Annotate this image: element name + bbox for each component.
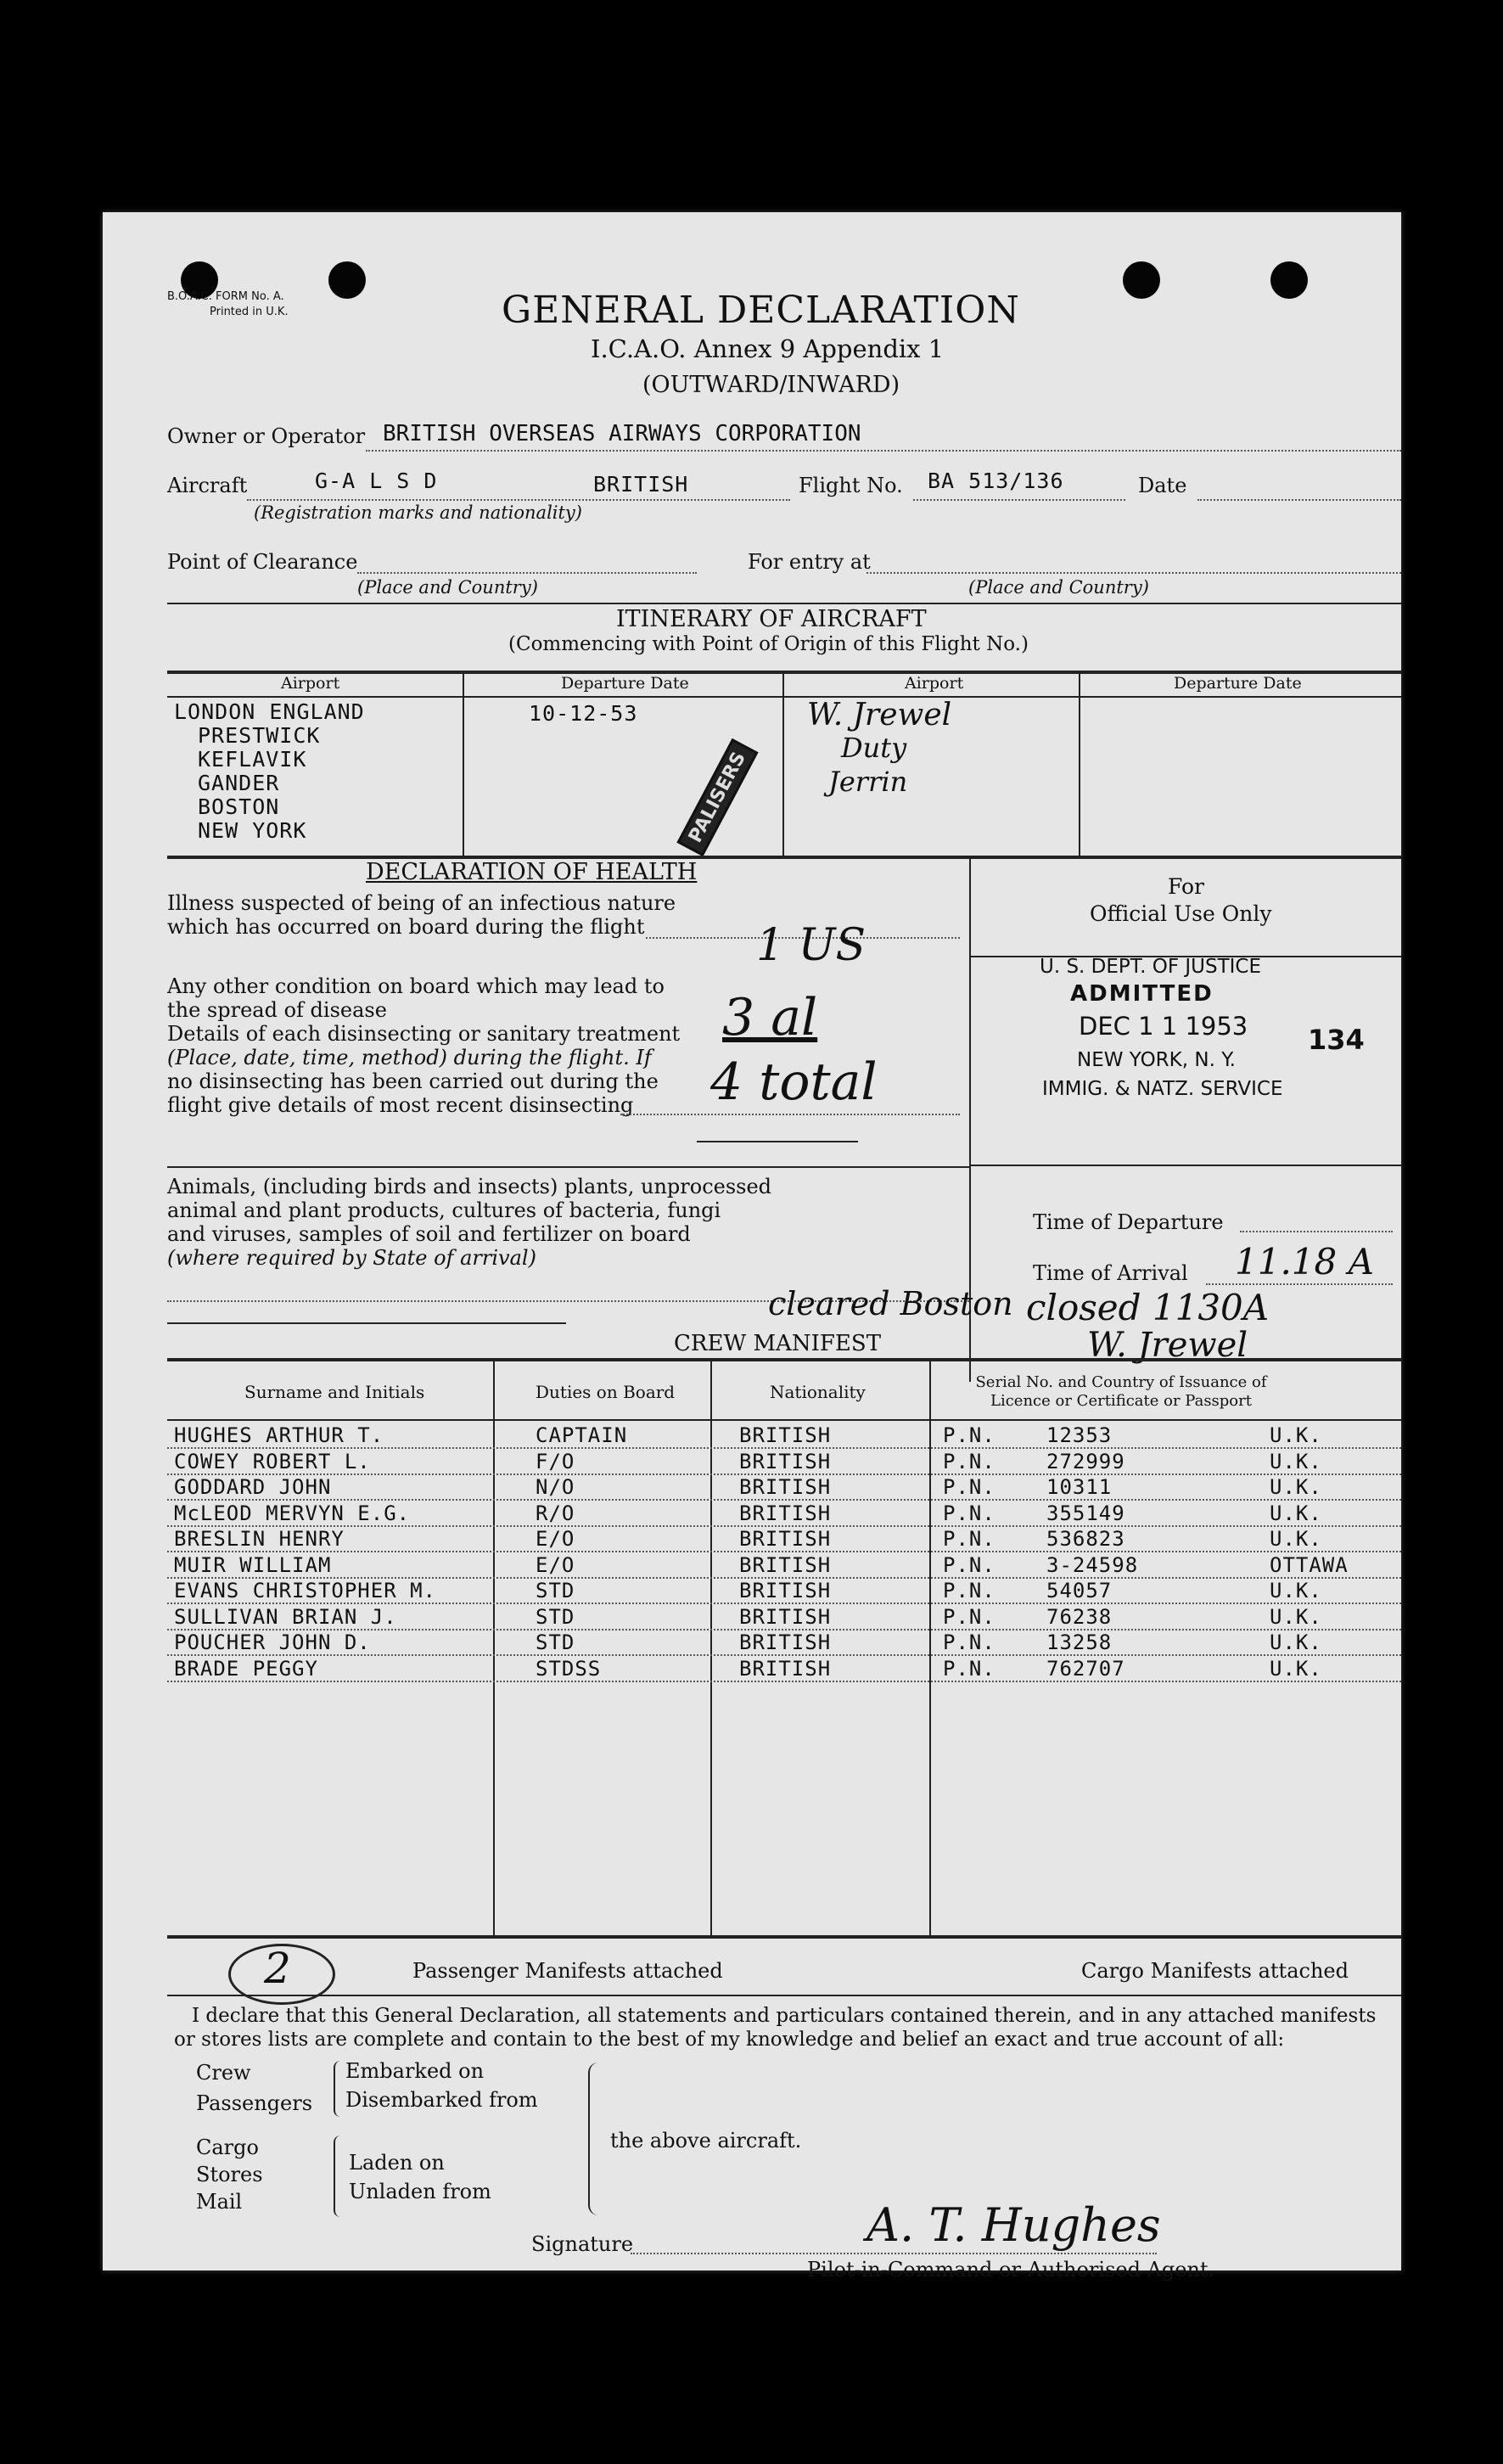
- crew-nationality: BRITISH: [739, 1631, 832, 1654]
- form-number: B.O.A.C. FORM No. A.: [167, 290, 284, 303]
- declaration-text: I declare that this General Declaration, all statements and particulars contained therein, and in any attached manifests: [192, 2005, 1377, 2027]
- crew-pn: P.N.: [943, 1423, 995, 1447]
- crew-licence-number: 13258: [1046, 1631, 1113, 1654]
- pilot-signature: A. T. Hughes: [866, 2198, 1161, 2252]
- form-subtitle: I.C.A.O. Annex 9 Appendix 1: [591, 334, 945, 363]
- flight-label: Flight No.: [799, 474, 903, 497]
- crew-licence-country: U.K.: [1270, 1631, 1322, 1654]
- arrival-time-label: Time of Arrival: [1033, 1261, 1188, 1285]
- crew-licence-number: 3-24598: [1046, 1552, 1139, 1577]
- crew-pn: P.N.: [943, 1501, 995, 1525]
- arrival-time: 11.18 A: [1235, 1241, 1374, 1283]
- officer-initials: W. Jrewel: [1087, 1326, 1248, 1365]
- registration-hint: (Registration marks and nationality): [254, 502, 582, 523]
- crew-licence-number: 536823: [1046, 1527, 1125, 1551]
- crew-licence-country: U.K.: [1270, 1501, 1322, 1525]
- crew-header-duty: Duties on Board: [536, 1382, 676, 1402]
- punch-hole: [328, 261, 366, 299]
- itinerary-title: ITINERARY OF AIRCRAFT: [616, 606, 927, 632]
- direction-label: (OUTWARD/INWARD): [642, 372, 900, 398]
- crew-pn: P.N.: [943, 1527, 995, 1551]
- crew-licence-country: U.K.: [1270, 1604, 1322, 1629]
- handwritten-count: 1 US: [756, 920, 866, 971]
- handwritten-count: 4 total: [710, 1052, 878, 1112]
- crew-pn: P.N.: [943, 1475, 995, 1499]
- crew-nationality: BRITISH: [739, 1449, 832, 1473]
- aircraft-label: Aircraft: [167, 474, 248, 497]
- disinsect-text: flight give details of most recent disinsecting: [167, 1093, 634, 1117]
- itinerary-airport: NEW YORK: [198, 818, 307, 843]
- crew-pn: P.N.: [943, 1604, 995, 1629]
- punch-hole: [1123, 261, 1160, 299]
- owner-label: Owner or Operator: [167, 424, 366, 448]
- owner-value: BRITISH OVERSEAS AIRWAYS CORPORATION: [383, 421, 861, 446]
- crew-pn: P.N.: [943, 1552, 995, 1577]
- itinerary-subtitle: (Commencing with Point of Origin of this Flight No.): [508, 633, 1029, 655]
- declaration-text: or stores lists are complete and contain to the best of my knowledge and belief an exact and true account of all:: [174, 2029, 1285, 2051]
- official-title: Official Use Only: [1090, 901, 1272, 926]
- col-airport: Airport: [281, 674, 340, 693]
- crew-nationality: BRITISH: [739, 1475, 832, 1499]
- aircraft-registration: G-A L S D: [315, 469, 438, 493]
- departure-time-label: Time of Departure: [1033, 1210, 1224, 1234]
- animals-text: Animals, (including birds and insects) plants, unprocessed: [167, 1175, 772, 1198]
- crew-header-nationality: Nationality: [770, 1382, 866, 1402]
- itinerary-airport: BOSTON: [198, 794, 280, 819]
- crew-nationality: BRITISH: [739, 1579, 832, 1602]
- crew-nationality: BRITISH: [739, 1552, 832, 1577]
- disembarked-label: Disembarked from: [345, 2088, 538, 2112]
- admitted-stamp: ADMITTED: [1070, 981, 1214, 1007]
- crew-duty: E/O: [536, 1527, 575, 1551]
- crew-licence-country: U.K.: [1270, 1656, 1322, 1681]
- embarked-label: Embarked on: [345, 2059, 485, 2083]
- condition-text: the spread of disease: [167, 998, 387, 1022]
- laden-label: Laden on: [349, 2151, 445, 2175]
- mail-label: Mail: [196, 2190, 243, 2214]
- aircraft-nationality: BRITISH: [593, 472, 689, 497]
- crew-duty: STD: [536, 1579, 575, 1602]
- col-departure: Departure Date: [561, 674, 689, 693]
- animals-text: (where required by State of arrival): [167, 1246, 536, 1270]
- handwritten-note: W. Jrewel: [807, 698, 952, 732]
- admitted-stamp: DEC 1 1 1953: [1079, 1012, 1248, 1041]
- animals-text: and viruses, samples of soil and fertilizer on board: [167, 1222, 691, 1246]
- crew-nationality: BRITISH: [739, 1527, 832, 1551]
- disinsect-text: no disinsecting has been carried out during the: [167, 1069, 659, 1093]
- crew-pn: P.N.: [943, 1631, 995, 1654]
- flight-number: BA 513/136: [928, 469, 1064, 493]
- crew-licence-number: 76238: [1046, 1604, 1113, 1629]
- official-for: For: [1168, 874, 1204, 899]
- disinsect-text: Details of each disinsecting or sanitary treatment: [167, 1022, 681, 1046]
- itinerary-airport: GANDER: [198, 771, 280, 795]
- animals-text: animal and plant products, cultures of bacteria, fungi: [167, 1198, 721, 1222]
- crew-nationality: BRITISH: [739, 1604, 832, 1629]
- closed-time: closed 1130A: [1026, 1287, 1270, 1328]
- crew-duty: R/O: [536, 1501, 575, 1525]
- departure-date: 10-12-53: [529, 701, 638, 726]
- itinerary-airport: PRESTWICK: [198, 723, 321, 748]
- crew-licence-country: U.K.: [1270, 1423, 1322, 1447]
- admitted-stamp: NEW YORK, N. Y.: [1077, 1049, 1236, 1071]
- above-aircraft-label: the above aircraft.: [610, 2129, 802, 2152]
- itinerary-airport: KEFLAVIK: [198, 747, 307, 772]
- crew-nationality: BRITISH: [739, 1656, 832, 1681]
- crew-licence-number: 10311: [1046, 1475, 1113, 1499]
- crew-licence-number: 762707: [1046, 1656, 1125, 1681]
- crew-licence-country: U.K.: [1270, 1475, 1322, 1499]
- crew-nationality: BRITISH: [739, 1501, 832, 1525]
- cleared-note: cleared Boston: [768, 1285, 1013, 1322]
- crew-nationality: BRITISH: [739, 1423, 832, 1447]
- crew-licence-number: 272999: [1046, 1449, 1125, 1473]
- cargo-manifests-label: Cargo Manifests attached: [1081, 1959, 1349, 1983]
- illness-text: Illness suspected of being of an infectious nature: [167, 891, 676, 915]
- signature-label: Signature: [531, 2232, 634, 2256]
- crew-name: POUCHER JOHN D.: [174, 1631, 371, 1654]
- health-title: DECLARATION OF HEALTH: [366, 859, 698, 885]
- crew-licence-country: U.K.: [1270, 1579, 1322, 1602]
- crew-duty: STD: [536, 1604, 575, 1629]
- crew-duty: STD: [536, 1631, 575, 1654]
- passengers-label: Passengers: [196, 2091, 313, 2115]
- crew-name: BRADE PEGGY: [174, 1656, 318, 1681]
- crew-name: EVANS CHRISTOPHER M.: [174, 1579, 436, 1602]
- clearance-label: Point of Clearance: [167, 550, 358, 574]
- handwritten-note: Duty: [841, 732, 907, 764]
- crew-duty: E/O: [536, 1552, 575, 1577]
- entry-hint: (Place and Country): [968, 577, 1149, 598]
- crew-licence-number: 355149: [1046, 1501, 1125, 1525]
- crew-header-serial: Serial No. and Country of Issuance of Licence or Certificate or Passport: [975, 1373, 1267, 1410]
- entry-label: For entry at: [748, 550, 871, 574]
- crew-name: GODDARD JOHN: [174, 1475, 332, 1499]
- crew-name: McLEOD MERVYN E.G.: [174, 1501, 411, 1525]
- date-label: Date: [1138, 474, 1187, 497]
- crew-duty: F/O: [536, 1449, 575, 1473]
- punch-hole: [1270, 261, 1308, 299]
- crew-duty: STDSS: [536, 1656, 602, 1681]
- declaration-form: [103, 212, 1401, 2282]
- condition-text: Any other condition on board which may lead to: [167, 974, 665, 998]
- admitted-stamp: IMMIG. & NATZ. SERVICE: [1042, 1078, 1283, 1100]
- crew-title: CREW MANIFEST: [674, 1331, 882, 1356]
- crew-licence-country: OTTAWA: [1270, 1552, 1349, 1577]
- printed-note: Printed in U.K.: [210, 306, 289, 318]
- admitted-stamp: U. S. DEPT. OF JUSTICE: [1040, 956, 1262, 978]
- handwritten-count: 3 al: [722, 988, 818, 1047]
- col-departure-2: Departure Date: [1174, 674, 1302, 693]
- stamp-number: 134: [1308, 1024, 1365, 1056]
- crew-duty: N/O: [536, 1475, 575, 1499]
- pilot-in-command-label: Pilot-in-Command or Authorised Agent.: [807, 2258, 1215, 2282]
- crew-name: MUIR WILLIAM: [174, 1552, 332, 1577]
- passenger-count: 2: [264, 1944, 291, 1993]
- crew-licence-country: U.K.: [1270, 1449, 1322, 1473]
- passenger-manifests-label: Passenger Manifests attached: [412, 1959, 723, 1983]
- crew-licence-number: 12353: [1046, 1423, 1113, 1447]
- crew-pn: P.N.: [943, 1449, 995, 1473]
- illness-text: which has occurred on board during the flight: [167, 915, 645, 939]
- stores-label: Stores: [196, 2163, 263, 2186]
- diagonal-stamp: PALISERS: [676, 738, 758, 856]
- crew-pn: P.N.: [943, 1579, 995, 1602]
- page-title: GENERAL DECLARATION: [502, 289, 1020, 332]
- crew-pn: P.N.: [943, 1656, 995, 1681]
- clearance-hint: (Place and Country): [357, 577, 538, 598]
- unladen-label: Unladen from: [349, 2180, 491, 2203]
- crew-name: BRESLIN HENRY: [174, 1527, 345, 1551]
- crew-name: SULLIVAN BRIAN J.: [174, 1604, 397, 1629]
- crew-name: HUGHES ARTHUR T.: [174, 1423, 384, 1447]
- crew-licence-country: U.K.: [1270, 1527, 1322, 1551]
- crew-name: COWEY ROBERT L.: [174, 1449, 371, 1473]
- handwritten-note: Jerrin: [828, 766, 908, 798]
- crew-duty: CAPTAIN: [536, 1423, 628, 1447]
- crew-header-name: Surname and Initials: [244, 1382, 425, 1402]
- itinerary-airport: LONDON ENGLAND: [174, 699, 365, 724]
- col-airport-2: Airport: [905, 674, 964, 693]
- disinsect-text: (Place, date, time, method) during the flight. If: [167, 1046, 652, 1069]
- crew-licence-number: 54057: [1046, 1579, 1113, 1602]
- crew-label: Crew: [196, 2061, 251, 2085]
- cargo-label: Cargo: [196, 2136, 259, 2159]
